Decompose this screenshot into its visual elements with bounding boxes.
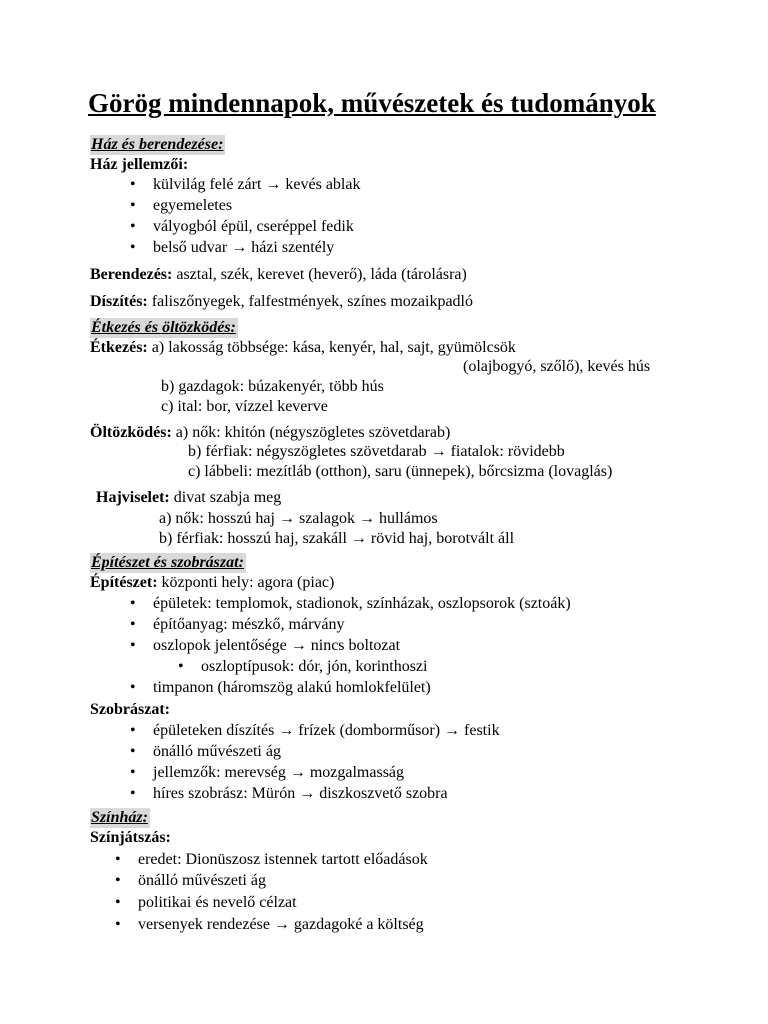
label-szobraszat: Szobrászat: <box>90 701 170 718</box>
bullet-icon: • <box>115 851 121 868</box>
section-heading-haz: Ház és berendezése: <box>91 136 224 153</box>
list-item: • önálló művészeti ág <box>115 872 266 889</box>
bullet-icon: • <box>130 679 136 696</box>
list-item: • oszlopok jelentősége → nincs boltozat <box>130 637 401 654</box>
section-heading-etkezes: Étkezés és öltözködés: <box>91 319 236 336</box>
section-heading-szinhaz: Színház: <box>91 809 148 826</box>
bullet-icon: • <box>130 616 136 633</box>
list-item: • egyemeletes <box>130 197 233 214</box>
list-item: • timpanon (háromszög alakú homlokfelület) <box>130 679 431 696</box>
etkezes-line-c: c) ital: bor, vízzel keverve <box>161 398 328 415</box>
bullet-icon: • <box>130 239 136 256</box>
etkezes-line-cont: (olajbogyó, szőlő), kevés hús <box>463 358 651 375</box>
bullet-icon: • <box>130 197 136 214</box>
bullet-icon: • <box>130 722 136 739</box>
list-item: • oszloptípusok: dór, jón, korinthoszi <box>178 658 428 675</box>
list-item: • épületeken díszítés → frízek (domborműsor) → festik <box>130 722 500 739</box>
oltozkodes-line-b: b) férfiak: négyszögletes szövetdarab → fiatalok: rövidebb <box>188 443 565 460</box>
bullet-icon: • <box>130 764 136 781</box>
list-item: • jellemzők: merevség → mozgalmasság <box>130 764 405 781</box>
list-item: • politikai és nevelő célzat <box>115 894 297 911</box>
hajviselet-line-a: a) nők: hosszú haj → szalagok → hullámos <box>159 510 438 527</box>
page-title: Görög mindennapok, művészetek és tudományok <box>88 88 656 118</box>
list-item: • épületek: templomok, stadionok, színházak, oszlopsorok (sztoák) <box>130 595 571 612</box>
section-heading-epiteszet: Építészet és szobrászat: <box>91 554 244 571</box>
bullet-icon: • <box>130 785 136 802</box>
list-item: • versenyek rendezése → gazdagoké a költség <box>115 916 424 933</box>
list-item: • vályogból épül, cseréppel fedik <box>130 218 354 235</box>
list-item: • híres szobrász: Mürón → diszkoszvető szobra <box>130 785 448 802</box>
list-item: • belső udvar → házi szentély <box>130 239 335 256</box>
bullet-icon: • <box>130 637 136 654</box>
label-szinjatszas: Színjátszás: <box>90 829 171 846</box>
bullet-icon: • <box>115 872 121 889</box>
bullet-icon: • <box>178 658 184 675</box>
berendezes-line: Berendezés: asztal, szék, kerevet (heverő), láda (tárolásra) <box>90 266 467 283</box>
bullet-icon: • <box>130 218 136 235</box>
bullet-icon: • <box>115 916 121 933</box>
list-item: • önálló művészeti ág <box>130 743 281 760</box>
list-item: • építőanyag: mészkő, márvány <box>130 616 345 633</box>
etkezes-line: Étkezés: a) lakosság többsége: kása, kenyér, hal, sajt, gyümölcsök <box>90 339 516 356</box>
bullet-icon: • <box>130 595 136 612</box>
hajviselet-line: Hajviselet: divat szabja meg <box>96 489 282 506</box>
label-haz-jellemzoi: Ház jellemzői: <box>90 156 189 173</box>
bullet-icon: • <box>130 176 136 193</box>
diszites-line: Díszítés: faliszőnyegek, falfestmények, színes mozaikpadló <box>90 293 473 310</box>
hajviselet-line-b: b) férfiak: hosszú haj, szakáll → rövid haj, borotvált áll <box>159 530 515 547</box>
etkezes-line-b: b) gazdagok: búzakenyér, több hús <box>161 378 384 395</box>
bullet-icon: • <box>130 743 136 760</box>
list-item: • eredet: Dionüszosz istennek tartott előadások <box>115 851 428 868</box>
oltozkodes-line-c: c) lábbeli: mezítláb (otthon), saru (ünnepek), bőrcsizma (lovaglás) <box>188 463 613 480</box>
list-item: • külvilág felé zárt → kevés ablak <box>130 176 361 193</box>
oltozkodes-line: Öltözködés: a) nők: khitón (négyszögletes szövetdarab) <box>90 424 451 441</box>
bullet-icon: • <box>115 894 121 911</box>
epiteszet-line: Építészet: központi hely: agora (piac) <box>90 574 335 591</box>
